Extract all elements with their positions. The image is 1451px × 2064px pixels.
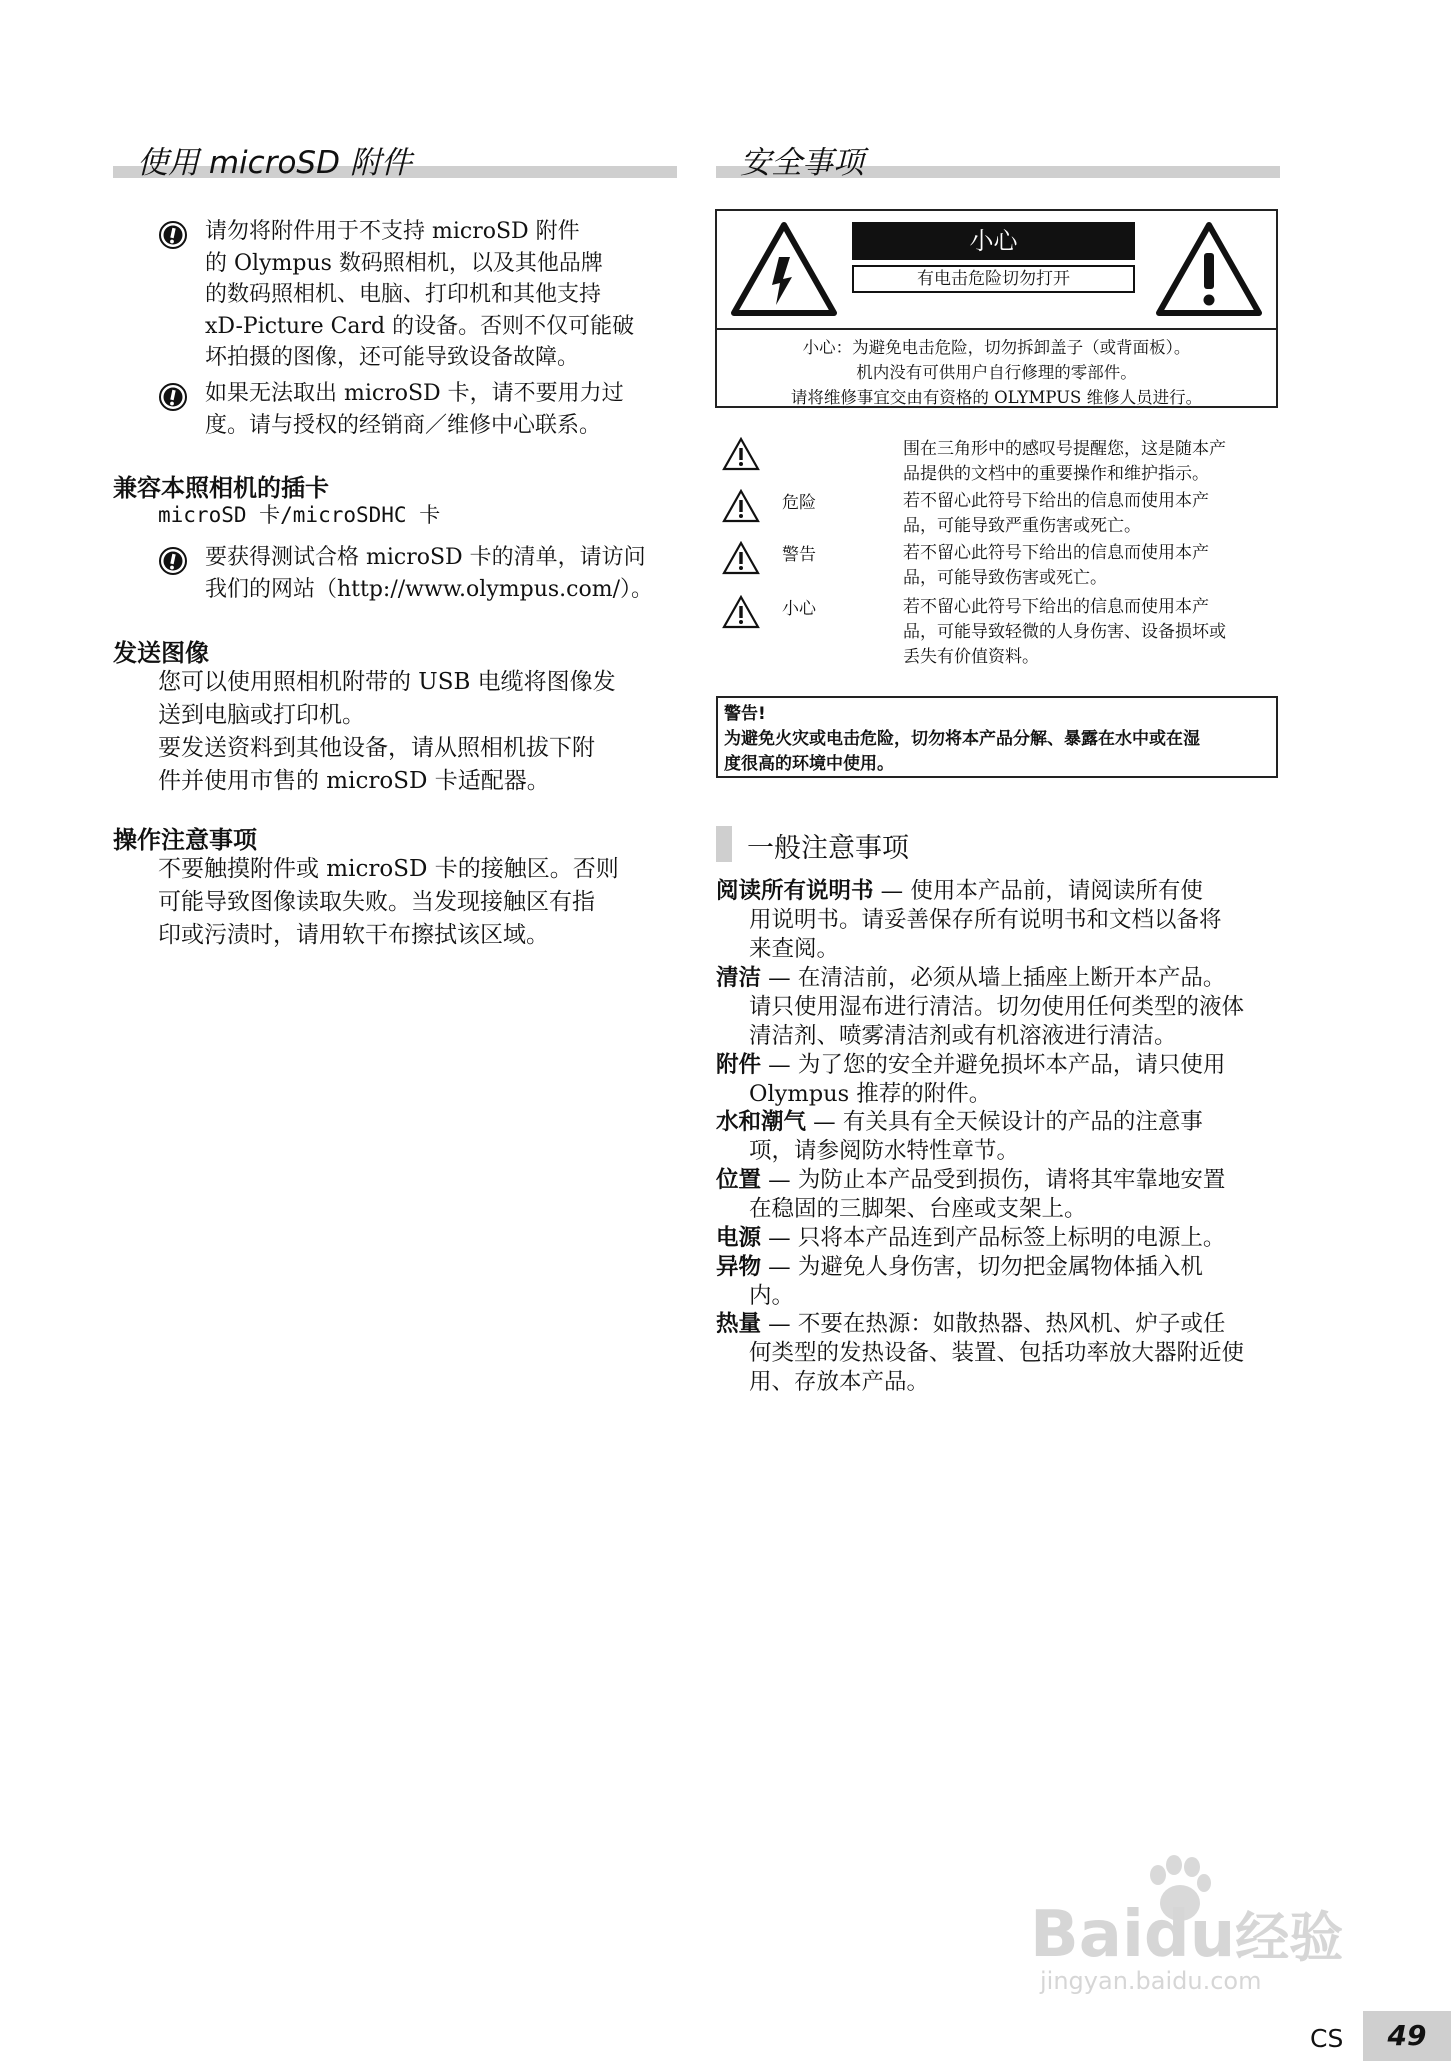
entry-line: 清洁剂、喷雾清洁剂或有机溶液进行清洁。 [749, 1023, 1177, 1049]
para-line: 不要触摸附件或 microSD 卡的接触区。否则 [158, 856, 619, 882]
para-line: 件并使用市售的 microSD 卡适配器。 [158, 768, 550, 794]
entry-line: 用、存放本产品。 [749, 1369, 930, 1395]
note-line: 要获得测试合格 microSD 卡的清单，请访问 [205, 545, 646, 570]
entry-line: 用说明书。请妥善保存所有说明书和文档以备将 [749, 907, 1222, 933]
warning-title: 警告! [724, 704, 766, 724]
language-code: CS [1310, 2024, 1344, 2053]
warning-box [716, 696, 1278, 778]
exclamation-icon [158, 546, 188, 576]
section-header-safety [716, 140, 1280, 182]
entry-power [716, 1224, 1286, 1253]
warning-line: 度很高的环境中使用。 [724, 754, 894, 774]
heading-handling-precautions: 操作注意事项 [113, 826, 257, 854]
note-line: 的数码照相机、电脑、打印机和其他支持 [205, 282, 602, 307]
symbol-label-danger: 危险 [782, 493, 816, 513]
desc-line: 丢失有价值资料。 [903, 647, 1039, 667]
note-line: 坏拍摄的图像，还可能导致设备故障。 [205, 345, 580, 370]
entry-text: — 使用本产品前，请阅读所有使 [873, 878, 1203, 904]
exclamation-icon [158, 382, 188, 412]
note-line: xD-Picture Card 的设备。否则不仅可能破 [205, 313, 635, 339]
entry-first-line [716, 1166, 1286, 1195]
entry-key: 附件 [716, 1052, 762, 1078]
entry-text: — 为了您的安全并避免损坏本产品，请只使用 [761, 1052, 1226, 1078]
entry-key: 位置 [716, 1167, 762, 1193]
caution-line: 机内没有可供用户自行修理的零部件。 [856, 363, 1137, 382]
entry-first-line [716, 1224, 1286, 1253]
caution-subheading: 有电击危险切勿打开 [852, 265, 1135, 293]
entry-text: — 为防止本产品受到损伤，请将其牢靠地安置 [761, 1167, 1226, 1193]
section-title-microsd: 使用 microSD 附件 [137, 145, 412, 181]
desc-line: 若不留心此符号下给出的信息而使用本产 [903, 597, 1209, 617]
caution-line: 请将维修事宜交由有资格的 OLYMPUS 维修人员进行。 [790, 388, 1203, 407]
caution-box-top [717, 211, 1276, 330]
symbol-description [903, 437, 1283, 487]
note-line: 如果无法取出 microSD 卡，请不要用力过 [205, 381, 624, 406]
entry-text: — 只将本产品连到产品标签上标明的电源上。 [761, 1225, 1226, 1251]
para-line: 您可以使用照相机附带的 USB 电缆将图像发 [158, 669, 616, 695]
entry-line: 在稳固的三脚架、台座或支架上。 [749, 1196, 1087, 1222]
entry-line: 来查阅。 [749, 936, 840, 962]
caution-line: 小心：为避免电击危险，切勿拆卸盖子（或背面板）。 [802, 338, 1191, 357]
watermark-url: jingyan.baidu.com [1040, 1967, 1262, 1995]
watermark-brand-du: du [1143, 1898, 1236, 1972]
symbol-description [903, 595, 1283, 670]
note-line: 请勿将附件用于不支持 microSD 附件 [205, 219, 580, 244]
entry-cleaning [716, 964, 1286, 1051]
baidu-jingyan-watermark [1030, 1855, 1360, 1995]
section-header-microsd [113, 140, 677, 182]
watermark-cn: 经验 [1235, 1906, 1344, 1969]
note-line: 度。请与授权的经销商／维修中心联系。 [205, 412, 602, 438]
para-line: 送到电脑或打印机。 [158, 702, 365, 728]
watermark-brand: Bai [1030, 1898, 1144, 1972]
page-number: 49 [1363, 2011, 1451, 2061]
desc-line: 品，可能导致轻微的人身伤害、设备损坏或 [903, 622, 1226, 642]
symbol-label-caution: 小心 [782, 599, 816, 619]
exclamation-icon [158, 220, 188, 250]
entry-key: 水和潮气 [716, 1109, 807, 1135]
entry-line: 何类型的发热设备、装置、包括功率放大器附近使 [749, 1340, 1245, 1366]
symbol-description [903, 541, 1283, 591]
handling-precautions-text [158, 853, 678, 952]
entry-text: — 在清洁前，必须从墙上插座上断开本产品。 [761, 965, 1226, 991]
heading-compatible-cards: 兼容本照相机的插卡 [113, 474, 329, 502]
entry-text: — 为避免人身伤害，切勿把金属物体插入机 [761, 1254, 1203, 1280]
entry-key: 清洁 [716, 965, 762, 991]
entry-key: 异物 [716, 1254, 762, 1280]
entry-key: 电源 [716, 1225, 762, 1251]
general-precautions-title: 一般注意事项 [747, 833, 909, 864]
entry-key: 阅读所有说明书 [716, 878, 874, 904]
desc-line: 品提供的文档中的重要操作和维护指示。 [903, 464, 1209, 484]
entry-heat [716, 1310, 1286, 1397]
section-title-safety: 安全事项 [740, 145, 864, 181]
entry-foreign-objects [716, 1253, 1286, 1311]
heading-send-images: 发送图像 [113, 639, 209, 667]
entry-line: Olympus 推荐的附件。 [749, 1081, 992, 1107]
para-line: 印或污渍时，请用软干布擦拭该区域。 [158, 922, 549, 948]
entry-first-line [716, 1310, 1286, 1339]
note-line: 我们的网站（http://www.olympus.com/）。 [205, 576, 653, 602]
entry-text: — 不要在热源：如散热器、热风机、炉子或任 [761, 1311, 1226, 1337]
entry-first-line [716, 1051, 1286, 1080]
warning-triangle-icon [722, 541, 760, 575]
para-line: 要发送资料到其他设备，请从照相机拔下附 [158, 735, 595, 761]
desc-line: 若不留心此符号下给出的信息而使用本产 [903, 491, 1209, 511]
desc-line: 若不留心此符号下给出的信息而使用本产 [903, 543, 1209, 563]
warning-triangle-icon [722, 489, 760, 523]
entry-read-instructions [716, 877, 1286, 964]
caution-box-text [717, 335, 1276, 410]
caution-box [715, 209, 1278, 408]
para-line: 可能导致图像读取失败。当发现接触区有指 [158, 889, 595, 915]
symbol-label-warning: 警告 [782, 545, 816, 565]
entry-first-line [716, 877, 1286, 906]
entry-accessories [716, 1051, 1286, 1109]
entry-line: 项，请参阅防水特性章节。 [749, 1138, 1020, 1164]
exclamation-warning-icon [1155, 221, 1263, 317]
entry-line: 请只使用湿布进行清洁。切勿使用任何类型的液体 [749, 994, 1245, 1020]
entry-first-line [716, 1253, 1286, 1282]
symbol-description [903, 489, 1283, 539]
desc-line: 围在三角形中的感叹号提醒您，这是随本产 [903, 439, 1226, 459]
desc-line: 品，可能导致严重伤害或死亡。 [903, 516, 1141, 536]
desc-line: 品，可能导致伤害或死亡。 [903, 568, 1107, 588]
caution-heading: 小心 [852, 222, 1135, 260]
header-marker [716, 826, 732, 862]
entry-location [716, 1166, 1286, 1224]
entry-water-moisture [716, 1108, 1286, 1166]
entry-line: 内。 [749, 1283, 795, 1309]
note-line: 的 Olympus 数码照相机，以及其他品牌 [205, 250, 603, 276]
warning-triangle-icon [722, 437, 760, 471]
send-images-text [158, 666, 678, 798]
entry-first-line [716, 964, 1286, 993]
compatible-cards-value: microSD 卡/microSDHC 卡 [158, 503, 441, 527]
warning-triangle-icon [722, 595, 760, 629]
electric-shock-warning-icon [730, 221, 838, 317]
entry-key: 热量 [716, 1311, 762, 1337]
entry-text: — 有关具有全天候设计的产品的注意事 [806, 1109, 1203, 1135]
warning-line: 为避免火灾或电击危险，切勿将本产品分解、暴露在水中或在湿 [724, 729, 1200, 749]
entry-first-line [716, 1108, 1286, 1137]
